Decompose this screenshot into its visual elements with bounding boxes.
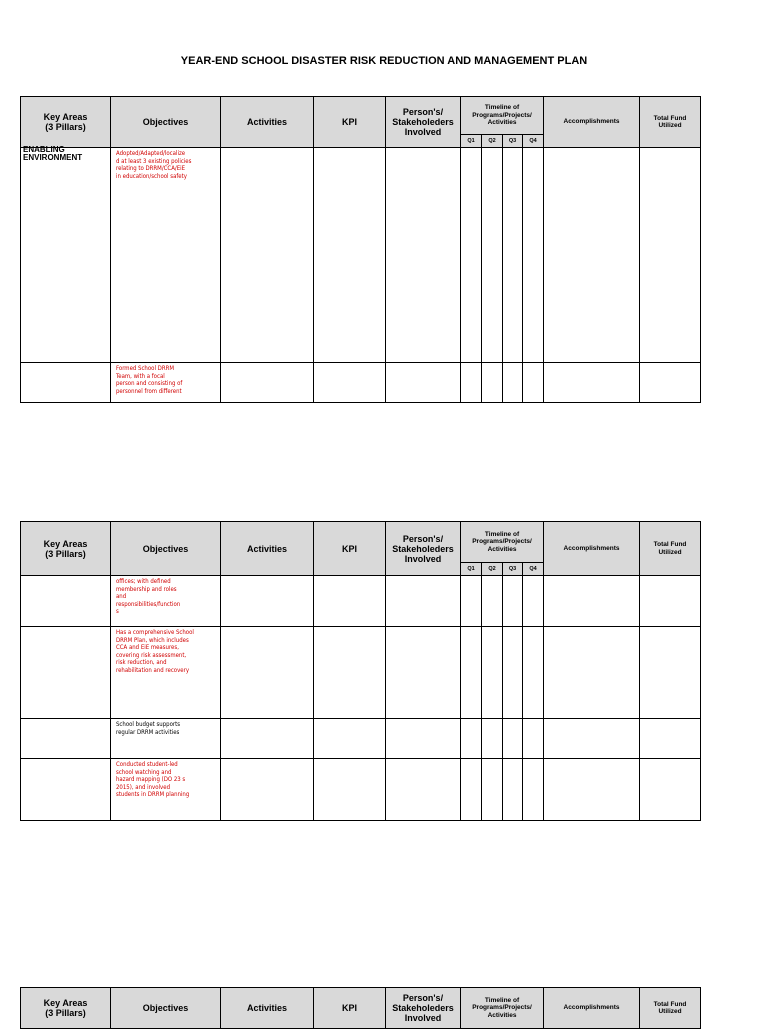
objective-text: Has a comprehensive School DRRM Plan, which includes CCA and EiE measures, covering risk assessment, risk reduction, and rehabilitation and recovery bbox=[116, 629, 194, 674]
table-row bbox=[21, 759, 701, 821]
header-key-areas: Key Areas (3 Pillars) bbox=[21, 522, 111, 576]
objective-text: Formed School DRRM Team, with a focal person and consisting of personnel from different bbox=[116, 365, 183, 395]
header-key-areas: Key Areas (3 Pillars) bbox=[21, 97, 111, 148]
header-q3: Q3 bbox=[503, 563, 523, 576]
table-row bbox=[21, 148, 701, 363]
objective-text: Adopted/Adapted/localize d at least 3 existing policies relating to DRRM/CCA/EiE in education/school safety bbox=[116, 150, 192, 180]
header-q1: Q1 bbox=[461, 135, 482, 148]
objective-text: offices; with defined membership and roles and responsibilities/function s bbox=[116, 578, 181, 615]
header-kpi: KPI bbox=[314, 988, 386, 1029]
table-row bbox=[21, 576, 701, 627]
objective-cell bbox=[111, 363, 221, 403]
header-q3: Q3 bbox=[503, 135, 523, 148]
header-persons: Person's/ Stakeholeders Involved bbox=[386, 522, 461, 576]
header-kpi: KPI bbox=[314, 97, 386, 148]
header-persons: Person's/ Stakeholeders Involved bbox=[386, 97, 461, 148]
plan-table-page-3 bbox=[20, 987, 701, 1029]
key-area-cell bbox=[21, 145, 111, 363]
objective-text: Conducted student-led school watching and hazard mapping (DO 23 s 2015), and involved students in DRRM planning bbox=[116, 761, 190, 798]
header-timeline: Timeline of Programs/Projects/ Activities bbox=[461, 988, 544, 1029]
header-objectives: Objectives bbox=[111, 97, 221, 148]
objective-cell bbox=[111, 627, 221, 719]
table-row bbox=[21, 719, 701, 759]
objective-cell bbox=[111, 759, 221, 821]
header-objectives: Objectives bbox=[111, 988, 221, 1029]
header-q2: Q2 bbox=[482, 563, 503, 576]
objective-cell bbox=[111, 576, 221, 627]
header-timeline: Timeline of Programs/Projects/ Activities bbox=[461, 97, 544, 135]
header-total-fund: Total Fund Utilized bbox=[640, 988, 701, 1029]
table-row bbox=[21, 627, 701, 719]
header-total-fund: Total Fund Utilized bbox=[640, 522, 701, 576]
header-activities: Activities bbox=[221, 97, 314, 148]
plan-table-page-2 bbox=[20, 521, 701, 821]
objective-text: School budget supports regular DRRM activities bbox=[116, 721, 181, 736]
header-objectives: Objectives bbox=[111, 522, 221, 576]
header-q4: Q4 bbox=[523, 563, 544, 576]
header-total-fund: Total Fund Utilized bbox=[640, 97, 701, 148]
header-key-areas: Key Areas (3 Pillars) bbox=[21, 988, 111, 1029]
header-timeline: Timeline of Programs/Projects/ Activities bbox=[461, 522, 544, 563]
objective-cell bbox=[111, 719, 221, 759]
header-activities: Activities bbox=[221, 522, 314, 576]
header-activities: Activities bbox=[221, 988, 314, 1029]
header-persons: Person's/ Stakeholeders Involved bbox=[386, 988, 461, 1029]
objective-cell bbox=[111, 148, 221, 363]
document-title: YEAR-END SCHOOL DISASTER RISK REDUCTION AND MANAGEMENT PLAN bbox=[180, 55, 588, 67]
header-kpi: KPI bbox=[314, 522, 386, 576]
header-q1: Q1 bbox=[461, 563, 482, 576]
table-row bbox=[21, 363, 701, 403]
plan-table-page-1 bbox=[20, 96, 701, 403]
header-q4: Q4 bbox=[523, 135, 544, 148]
key-area-label: ENABLING ENVIRONMENT bbox=[23, 145, 83, 162]
header-q2: Q2 bbox=[482, 135, 503, 148]
header-accomplishments: Accomplishments bbox=[544, 988, 640, 1029]
header-accomplishments: Accomplishments bbox=[544, 97, 640, 148]
header-accomplishments: Accomplishments bbox=[544, 522, 640, 576]
